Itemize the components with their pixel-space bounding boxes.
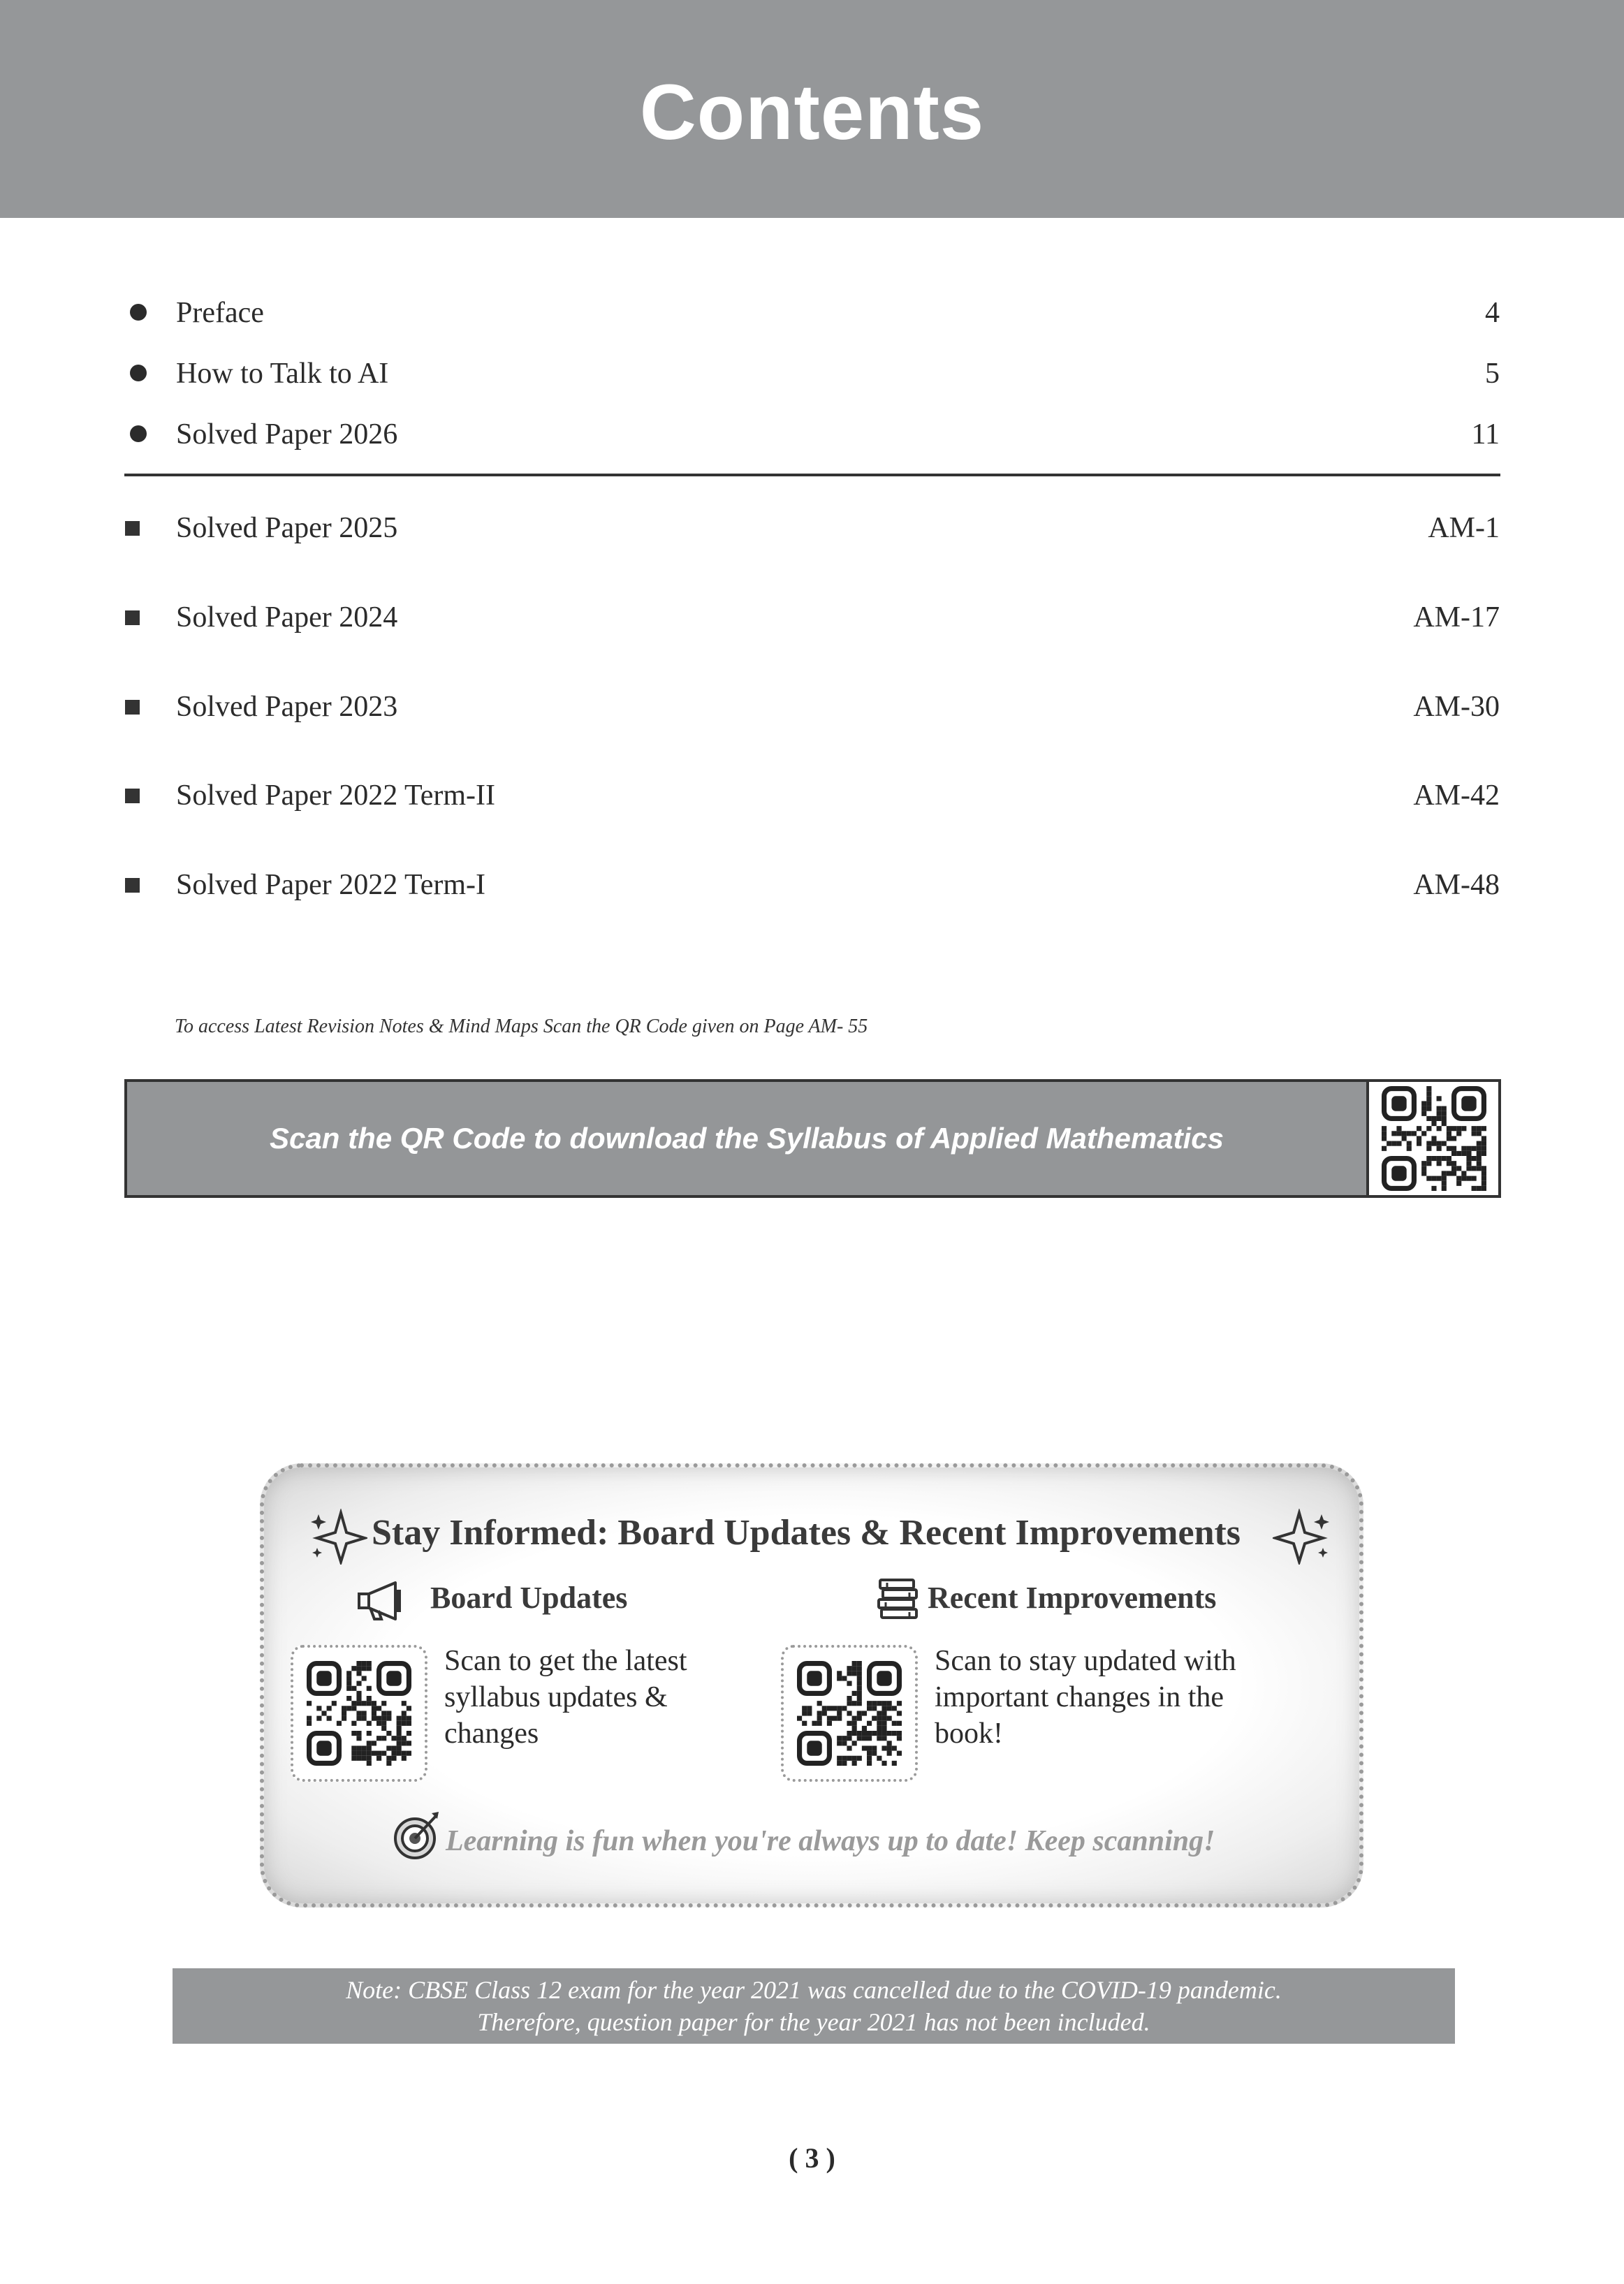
bullet-icon xyxy=(125,700,140,715)
toc-item[interactable] xyxy=(0,601,1624,657)
board-updates-description xyxy=(444,1643,687,1752)
recent-improvements-qr-code[interactable] xyxy=(781,1645,918,1782)
megaphone-icon xyxy=(356,1580,415,1622)
toc-item-page: AM-42 xyxy=(1413,779,1500,812)
note-line: Note: CBSE Class 12 exam for the year 2021 was cancelled due to the COVID-19 pandemic. xyxy=(346,1976,1282,2004)
toc-item-title: Solved Paper 2023 xyxy=(176,691,398,723)
sparkle-icon xyxy=(307,1509,367,1565)
qr-code-icon xyxy=(797,1661,902,1766)
recent-improvements-description xyxy=(935,1643,1236,1752)
stay-informed-title: Stay Informed: Board Updates & Recent Improvements xyxy=(372,1513,1241,1553)
qr-code-icon xyxy=(1382,1086,1486,1191)
divider xyxy=(124,474,1500,476)
toc-item-page: AM-48 xyxy=(1413,869,1500,901)
bullet-icon xyxy=(130,365,147,381)
syllabus-qr-code[interactable] xyxy=(1366,1082,1498,1195)
description-line: important changes in the xyxy=(935,1681,1224,1713)
target-icon xyxy=(393,1809,443,1861)
toc-item[interactable] xyxy=(0,779,1624,835)
toc-item-title: Solved Paper 2022 Term-II xyxy=(176,779,496,812)
access-note: To access Latest Revision Notes & Mind Maps Scan the QR Code given on Page AM- 55 xyxy=(175,1016,868,1037)
toc-item[interactable] xyxy=(0,690,1624,746)
toc-item[interactable] xyxy=(0,511,1624,567)
toc-item-page: 5 xyxy=(1485,358,1500,390)
toc-item[interactable] xyxy=(0,357,1624,413)
description-line: book! xyxy=(935,1718,1003,1750)
description-line: Scan to get the latest xyxy=(444,1645,687,1677)
description-line: Scan to stay updated with xyxy=(935,1645,1236,1677)
toc-item-title: How to Talk to AI xyxy=(176,358,389,390)
toc-item-title: Preface xyxy=(176,297,264,329)
sparkle-icon xyxy=(1273,1509,1333,1565)
bullet-icon xyxy=(125,789,140,803)
toc-item[interactable] xyxy=(0,296,1624,352)
description-line: syllabus updates & xyxy=(444,1681,668,1713)
toc-item[interactable] xyxy=(0,418,1624,474)
page-number: ( 3 ) xyxy=(789,2142,835,2174)
toc-item[interactable] xyxy=(0,868,1624,924)
toc-item-page: 11 xyxy=(1471,418,1500,451)
note-line: Therefore, question paper for the year 2021 has not been included. xyxy=(477,2008,1150,2036)
toc-item-title: Solved Paper 2022 Term-I xyxy=(176,869,486,901)
toc-item-title: Solved Paper 2025 xyxy=(176,512,398,544)
syllabus-banner-text: Scan the QR Code to download the Syllabus of Applied Mathematics xyxy=(270,1122,1224,1155)
bullet-icon xyxy=(125,521,140,536)
toc-item-title: Solved Paper 2024 xyxy=(176,601,398,634)
page-title: Contents xyxy=(639,68,985,156)
description-line: changes xyxy=(444,1718,539,1750)
toc-item-page: AM-17 xyxy=(1413,601,1500,634)
qr-code-icon xyxy=(307,1661,411,1766)
board-updates-heading: Board Updates xyxy=(430,1581,628,1615)
bullet-icon xyxy=(130,425,147,442)
books-icon xyxy=(876,1577,919,1622)
note-box xyxy=(173,1968,1455,2044)
bullet-icon xyxy=(125,878,140,893)
toc-item-title: Solved Paper 2026 xyxy=(176,418,398,451)
bullet-icon xyxy=(130,304,147,321)
syllabus-banner[interactable] xyxy=(124,1079,1501,1198)
toc-item-page: 4 xyxy=(1485,297,1500,329)
toc-item-page: AM-30 xyxy=(1413,691,1500,723)
tagline: Learning is fun when you're always up to date! Keep scanning! xyxy=(446,1825,1215,1857)
bullet-icon xyxy=(125,610,140,625)
recent-improvements-heading: Recent Improvements xyxy=(928,1581,1217,1615)
toc-item-page: AM-1 xyxy=(1428,512,1500,544)
header-bar xyxy=(0,0,1624,218)
board-updates-qr-code[interactable] xyxy=(291,1645,427,1782)
